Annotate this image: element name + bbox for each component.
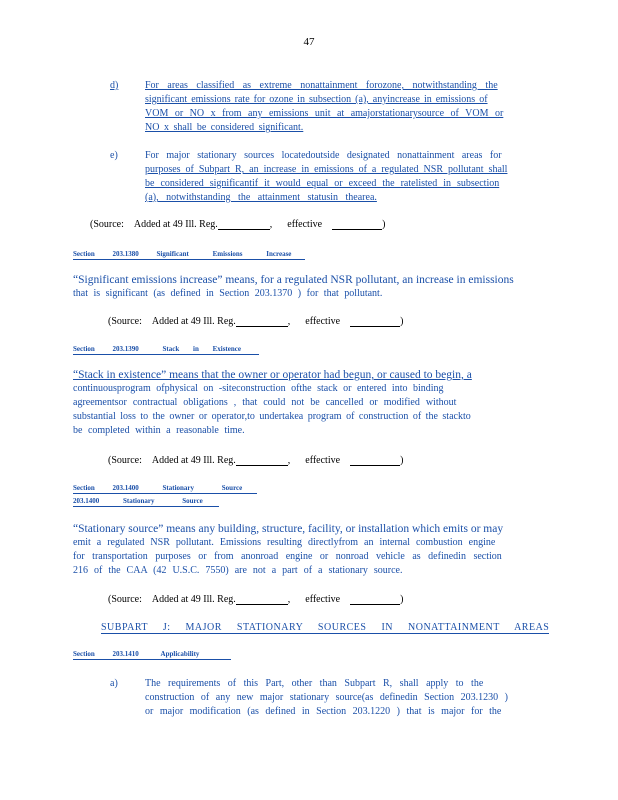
definition-line: for transportation purposes or from anonroad engine or nonroad vehicle as definedin section bbox=[73, 551, 502, 562]
item-e-label: e) bbox=[110, 150, 118, 161]
item-e-line: be considered significantif it would equal or exceed the ratelisted in subsection bbox=[145, 178, 500, 189]
source-label: (Source: bbox=[108, 594, 142, 605]
item-a-line: or major modification (as defined in Section 203.1220 ) that is major for the bbox=[145, 706, 502, 717]
added-at-text: Added at 49 Ill. Reg. bbox=[133, 219, 218, 230]
added-at-text: Added at 49 Ill. Reg. bbox=[151, 594, 236, 605]
section-word: Section bbox=[73, 345, 95, 353]
section-heading-duplicate bbox=[73, 497, 219, 507]
item-d-label: d) bbox=[110, 80, 119, 91]
source-close: ) bbox=[400, 316, 404, 327]
definition-line: substantial loss to the owner or operator,to undertakea program of construction of the stackto bbox=[73, 411, 471, 422]
item-e-line: purposes of Subpart R, an increase in emissions of a regulated NSR pollutant shall bbox=[145, 164, 508, 175]
definition-lead: “Stationary source” means any building, structure, facility, or installation which emits or may bbox=[73, 523, 504, 535]
item-d-text bbox=[145, 79, 545, 135]
source-close: ) bbox=[400, 455, 404, 466]
section-title: Stationary Source bbox=[162, 484, 243, 492]
source-label: (Source: bbox=[108, 316, 142, 327]
item-d-line: VOM or NO x from any emissions unit at amajorstationarysource of VOM or bbox=[145, 108, 504, 119]
definition-line: 216 of the CAA (42 U.S.C. 7550) are not a part of a stationary source. bbox=[73, 565, 403, 576]
definition-line: continuousprogram ofphysical on -siteconstruction ofthe stack or entered into binding bbox=[73, 383, 444, 394]
section-word: Section bbox=[73, 650, 95, 658]
effective-blank bbox=[350, 455, 400, 466]
effective-blank bbox=[350, 594, 400, 605]
section-title: Significant Emissions Increase bbox=[156, 250, 292, 258]
item-e-line: For major stationary sources locatedoutside designated nonattainment areas for bbox=[145, 150, 502, 161]
definition-line: emit a regulated NSR pollutant. Emissions resulting directlyfrom an internal combustion engine bbox=[73, 537, 496, 548]
effective-blank bbox=[350, 316, 400, 327]
item-e-line: (a), notwithstanding the attainment statusin thearea. bbox=[145, 192, 377, 203]
item-d-line: NO x shall be considered significant. bbox=[145, 122, 304, 133]
section-number: 203.1390 bbox=[112, 345, 139, 353]
page-number: 47 bbox=[303, 36, 315, 48]
section-heading bbox=[73, 345, 259, 355]
register-blank bbox=[236, 594, 288, 605]
register-blank bbox=[236, 316, 288, 327]
added-at-text: Added at 49 Ill. Reg. bbox=[151, 455, 236, 466]
effective-blank bbox=[332, 219, 382, 230]
item-d-line: significant emissions rate for ozone in subsection (a), anyincrease in emissions of bbox=[145, 94, 488, 105]
source-note: (Source: Added at 49 Ill. Reg. , effective ) bbox=[108, 316, 404, 327]
source-label: (Source: bbox=[90, 219, 124, 230]
definition-line: that is significant (as defined in Section 203.1370 ) for that pollutant. bbox=[73, 288, 383, 299]
definition-line: be completed within a reasonable time. bbox=[73, 425, 245, 436]
effective-text: effective bbox=[305, 594, 341, 605]
item-a-line: construction of any new major stationary source(as definedin Section 203.1230 ) bbox=[145, 692, 508, 703]
section-heading bbox=[73, 484, 257, 494]
source-close: ) bbox=[400, 594, 404, 605]
section-number: 203.1410 bbox=[112, 650, 139, 658]
item-d-line: For areas classified as extreme nonattainment forozone, notwithstanding the bbox=[145, 80, 498, 91]
effective-text: effective bbox=[305, 455, 341, 466]
item-a-text bbox=[145, 677, 545, 719]
register-blank bbox=[236, 455, 288, 466]
item-e-text bbox=[145, 149, 545, 205]
definition-lead: “Stack in existence” means that the owner or operator had begun, or caused to begin, a bbox=[73, 369, 472, 381]
definition-significant-emissions-increase bbox=[73, 273, 543, 301]
effective-text: effective bbox=[287, 219, 323, 230]
section-number: 203.1380 bbox=[112, 250, 139, 258]
section-title: Applicability bbox=[160, 650, 200, 658]
item-a-label: a) bbox=[110, 678, 118, 689]
added-at-text: Added at 49 Ill. Reg. bbox=[151, 316, 236, 327]
source-note: (Source: Added at 49 Ill. Reg. , effective ) bbox=[90, 219, 386, 230]
source-close: ) bbox=[382, 219, 386, 230]
definition-stack-in-existence bbox=[73, 368, 543, 438]
effective-text: effective bbox=[305, 316, 341, 327]
section-heading bbox=[73, 250, 305, 260]
section-heading bbox=[73, 650, 231, 660]
register-blank bbox=[218, 219, 270, 230]
subpart-heading: SUBPART J: MAJOR STATIONARY SOURCES IN NONATTAINMENT AREAS bbox=[101, 622, 550, 633]
source-label: (Source: bbox=[108, 455, 142, 466]
definition-line: agreementsor contractual obligations , that could not be cancelled or modified without bbox=[73, 397, 457, 408]
section-number: 203.1400 bbox=[112, 484, 139, 492]
section-title: Stationary Source bbox=[123, 497, 203, 505]
section-number: 203.1400 bbox=[73, 497, 100, 505]
item-a-line: The requirements of this Part, other than Subpart R, shall apply to the bbox=[145, 678, 484, 689]
definition-stationary-source bbox=[73, 522, 543, 578]
section-word: Section bbox=[73, 484, 95, 492]
section-title: Stack in Existence bbox=[162, 345, 241, 353]
definition-lead: “Significant emissions increase” means, for a regulated NSR pollutant, an increase in emissions bbox=[73, 274, 514, 286]
section-word: Section bbox=[73, 250, 95, 258]
source-note: (Source: Added at 49 Ill. Reg. , effective ) bbox=[108, 594, 404, 605]
source-note: (Source: Added at 49 Ill. Reg. , effective ) bbox=[108, 455, 404, 466]
